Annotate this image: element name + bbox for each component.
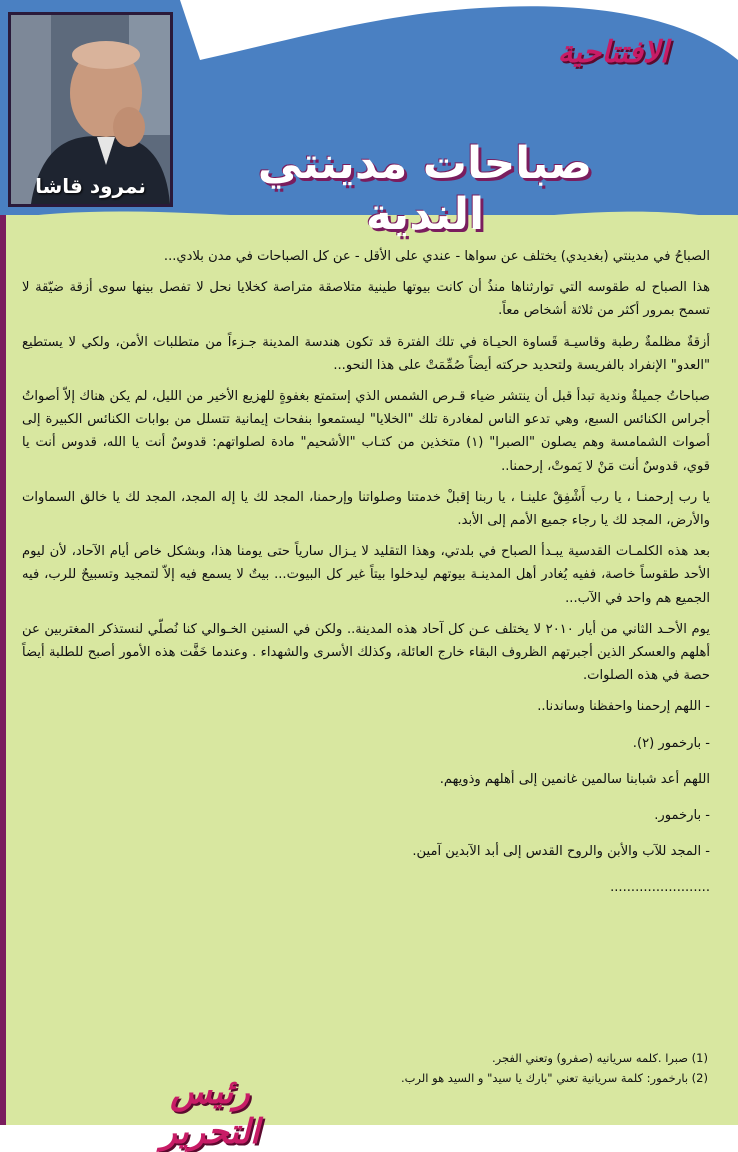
prayer-line: - بارخمور. — [654, 808, 710, 824]
section-label: الافتتاحية — [557, 35, 669, 70]
article-body — [22, 245, 710, 908]
article-paragraph: بعد هذه الكلمـات القدسية يبـدأ الصباح في بلدتي، وهذا التقليد لا يـزال سارياً حتى يومنا هذا، وبشكل خاص أيام الآحاد، لأن ليوم الأحد طقوساً خاصة، ففيه يُغادر أهل المدينـة بيوتهم ليدخلوا بيتاً غير كل البيوت... بيتٌ لا يسمع فيه إلاّ لتمجيد وتسبيحٌ للرب، فيه الجميع هم واحد في الآب... — [22, 544, 710, 606]
article-paragraph: يا رب إرحمنـا ، يا رب أَشْفِقْ علينـا ، يا ربنا إقبلْ خدمتنا وصلواتنا وإرحمنا، المجد لك يا إله المجد، المجد لك يا خالق السماوات والأرض، المجد لك يا رجاء جميع الأمم إلى الأبد. — [22, 489, 710, 529]
article-paragraph: يوم الأحـد الثاني من أيار ٢٠١٠ لا يختلف عـن كل آحاد هذه المدينة.. ولكن في السنين الخـوالي كنا نُصلّي لنستذكر المغتربين عن أهلهم والعسكر الذين أجبرتهم الظروف البقاء خارج العائلة، وكذلك الأسرى والشهداء . وعندما خَفَّت هذه الأمور أصبح للطلبة أيضاً حصة في هذه الصلوات. — [22, 621, 710, 684]
article-paragraph: صباحاتُ جميلةٌ وندية تبدأ قبل أن ينتشر ضياء قـرص الشمس الذي إستمتع بغفوةٍ للهزيع الأخير من الليل، لم يكن هناك إلاّ أصواتُ أجراس الكنائس السبع، وهي تدعو الناس لمغادرة تلك "الخلايا" ليستمعوا بنفحات إيمانية تتسلل من بوابات الكنائس الكبيرة إلى أصوات الشمامسة وهم يصلون "الصبرا" (١) متخذين من كتـاب "الأشحيم" مادة لصلواتهم: قدوسٌ أنت يا الله، قدوس أنت يا قوي، قدوسٌ أنت مَنْ لا يَموتْ، إرحمنا.. — [22, 389, 710, 474]
article-title: صباحات مدينتي الندية — [257, 138, 593, 240]
article-paragraph: الصباحُ في مدينتي (بغديدي) يختلف عن سواها - عندي على الأقل - عن كل الصباحات في مدن بلادي... — [163, 249, 710, 264]
separator-dots: ........................ — [610, 880, 710, 896]
prayer-line: - بارخمور (٢). — [632, 735, 710, 751]
footnote-item: (1) صبرا .كلمه سريانيه (صفرو) وتعني الفجر. — [491, 1051, 708, 1065]
editor-signature: رئيس التحرير — [160, 1072, 260, 1152]
author-photo — [8, 12, 173, 207]
footnote-item: (2) بارخمور: كلمة سريانية تعني "بارك يا سيد" و السيد هو الرب. — [400, 1071, 708, 1085]
prayer-line: - اللهم إرحمنا واحفظنا وساندنا.. — [537, 699, 710, 715]
article-paragraph: أزقةٌ مظلمةٌ رطبة وقاسيـة قَساوة الحيـاة في تلك الفترة قد تكون هندسة المدينة جـزءاً من متطلبات الأمن، ولكي لا يستطيع "العدو" الإنفراد بالفريسة ولتحديد حركته أيضاً صُمِّمَتْ على هذا النحو... — [22, 334, 710, 373]
prayer-line: - المجد للآب والأبن والروح القدس إلى أبد الآبدين آمين. — [412, 844, 710, 860]
article-paragraph: هذا الصباح له طقوسه التي توارثناها منذُ أن كانت بيوتها طينية متلاصقة متراصة كخلايا نحل لا تفصل بينها سوى أزقة ضيّقة لا تسمح بمرور أكثر من ثلاثة أشخاص معاً. — [22, 280, 710, 319]
footnotes — [230, 1048, 708, 1088]
prayer-line: اللهم أعد شبابنا سالمين غانمين إلى أهلهم وذويهم. — [439, 771, 710, 787]
author-name: نمرود قاشا — [35, 174, 146, 198]
